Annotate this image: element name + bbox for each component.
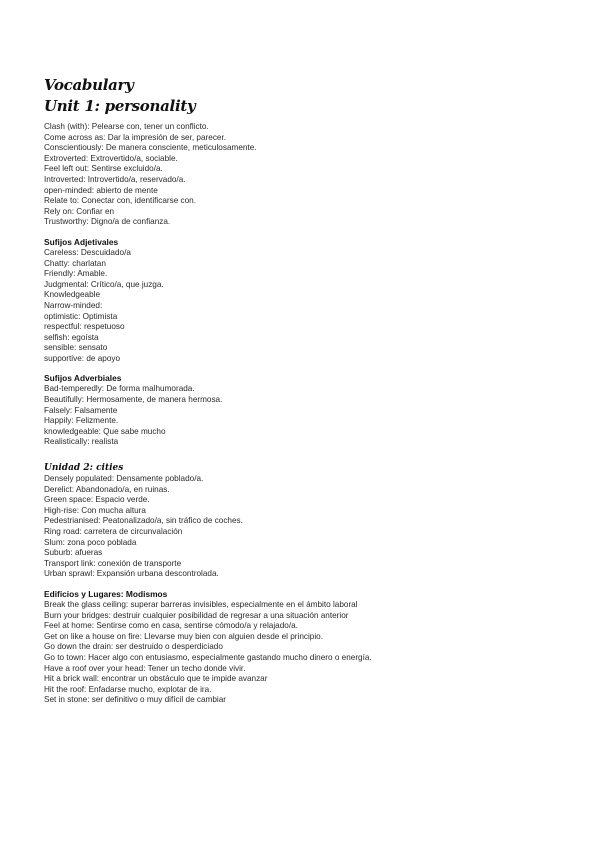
vocab-entry: Judgmental: Crítico/a, que juzga. xyxy=(44,279,164,289)
adjective-suffix-list xyxy=(44,248,574,365)
idioms-heading: Edificios y Lugares: Modismos xyxy=(44,588,168,599)
vocab-entry: Feel left out: Sentirse excluido/a. xyxy=(44,164,163,174)
vocab-entry: Derelict: Abandonado/a, en ruinas. xyxy=(44,484,170,494)
vocab-entry: Trustworthy: Digno/a de confianza. xyxy=(44,217,171,227)
vocab-entry: sensible: sensato xyxy=(44,343,108,353)
adverb-suffix-list xyxy=(44,384,574,448)
vocab-entry: Careless: Descuidado/a xyxy=(44,247,131,257)
vocab-entry: Clash (with): Pelearse con, tener un conflicto. xyxy=(44,122,209,131)
vocab-entry: Suburb: afueras xyxy=(44,548,103,558)
vocab-entry: Friendly: Amable. xyxy=(44,269,108,279)
vocab-entry: Chatty: charlatan xyxy=(44,258,106,268)
vocab-entry: Hit a brick wall: encontrar un obstáculo que te impide avanzar xyxy=(44,674,268,684)
vocab-entry: Conscientiously: De manera consciente, meticulosamente. xyxy=(44,143,257,153)
document-content xyxy=(44,76,574,706)
vocab-entry: Pedestrianised: Peatonalizado/a, sin tráfico de coches. xyxy=(44,516,243,526)
vocab-entry: Falsely: Falsamente xyxy=(44,405,118,415)
vocab-entry: respectful: respetuoso xyxy=(44,322,125,332)
vocab-entry: Burn your bridges: destruir cualquier posibilidad de regresar a una situación anterior xyxy=(44,610,349,620)
vocab-entry: Narrow-minded: xyxy=(44,300,103,310)
vocab-entry: Green space: Espacio verde. xyxy=(44,495,150,505)
vocab-entry: supportive: de apoyo xyxy=(44,353,121,363)
vocab-entry: Have a roof over your head: Tener un techo donde vivir. xyxy=(44,663,246,673)
vocab-entry: Get on like a house on fire: Llevarse muy bien con alguien desde el principio. xyxy=(44,631,323,641)
adverb-suffix-heading: Sufijos Adverbiales xyxy=(44,373,122,384)
vocab-entry: selfish: egoísta xyxy=(44,332,99,342)
vocab-entry: Come across as: Dar la impresión de ser, parecer. xyxy=(44,132,227,142)
vocab-entry: Set in stone: ser definitivo o muy difícil de cambiar xyxy=(44,695,227,705)
vocab-entry: Happily: Felizmente. xyxy=(44,416,119,426)
vocab-entry: Realistically: realista xyxy=(44,437,119,447)
vocab-entry: Feel at home: Sentirse como en casa, sentirse cómodo/a y relajado/a. xyxy=(44,621,298,631)
vocab-entry: open-minded: abierto de mente xyxy=(44,185,158,195)
unit2-heading: Unidad 2: cities xyxy=(44,463,124,474)
unit1-list xyxy=(44,122,574,228)
vocab-entry: High-rise: Con mucha altura xyxy=(44,505,146,515)
vocab-entry: Knowledgeable xyxy=(44,290,100,300)
vocab-entry: Go to town: Hacer algo con entusiasmo, especialmente gastando mucho dinero o energía. xyxy=(44,652,372,662)
adjective-suffix-heading: Sufijos Adjetivales xyxy=(44,236,119,247)
vocab-entry: Extroverted: Extrovertido/a, sociable. xyxy=(44,153,178,163)
vocab-entry: Urban sprawl: Expansión urbana descontrolada. xyxy=(44,569,219,579)
vocab-entry: Slum: zona poco poblada xyxy=(44,537,137,547)
vocab-entry: Bad-temperedly: De forma malhumorada. xyxy=(44,384,195,394)
vocab-entry: Hit the roof: Enfadarse mucho, explotar de ira. xyxy=(44,684,212,694)
unit1-heading: Unit 1: personality xyxy=(44,97,196,115)
idioms-list xyxy=(44,600,574,706)
vocab-entry: Rely on: Confiar en xyxy=(44,206,115,216)
vocab-entry: Transport link: conexión de transporte xyxy=(44,558,182,568)
document-title: Vocabulary xyxy=(44,76,134,94)
vocab-entry: Ring road: carretera de circunvalación xyxy=(44,527,183,536)
vocab-entry: optimistic: Optimista xyxy=(44,311,118,321)
vocab-entry: Densely populated: Densamente poblado/a. xyxy=(44,474,204,484)
unit2-list xyxy=(44,474,574,580)
vocab-entry: Relate to: Conectar con, identificarse con. xyxy=(44,196,197,206)
vocab-entry: Go down the drain: ser destruido o desperdiciado xyxy=(44,642,223,652)
vocab-entry: Break the glass ceiling: superar barreras invisibles, especialmente en el ámbito laboral xyxy=(44,599,358,609)
vocab-entry: knowledgeable: Que sabe mucho xyxy=(44,426,166,436)
vocab-entry: Introverted: Introvertido/a, reservado/a. xyxy=(44,174,186,184)
vocab-entry: Beautifully: Hermosamente, de manera hermosa. xyxy=(44,395,223,405)
